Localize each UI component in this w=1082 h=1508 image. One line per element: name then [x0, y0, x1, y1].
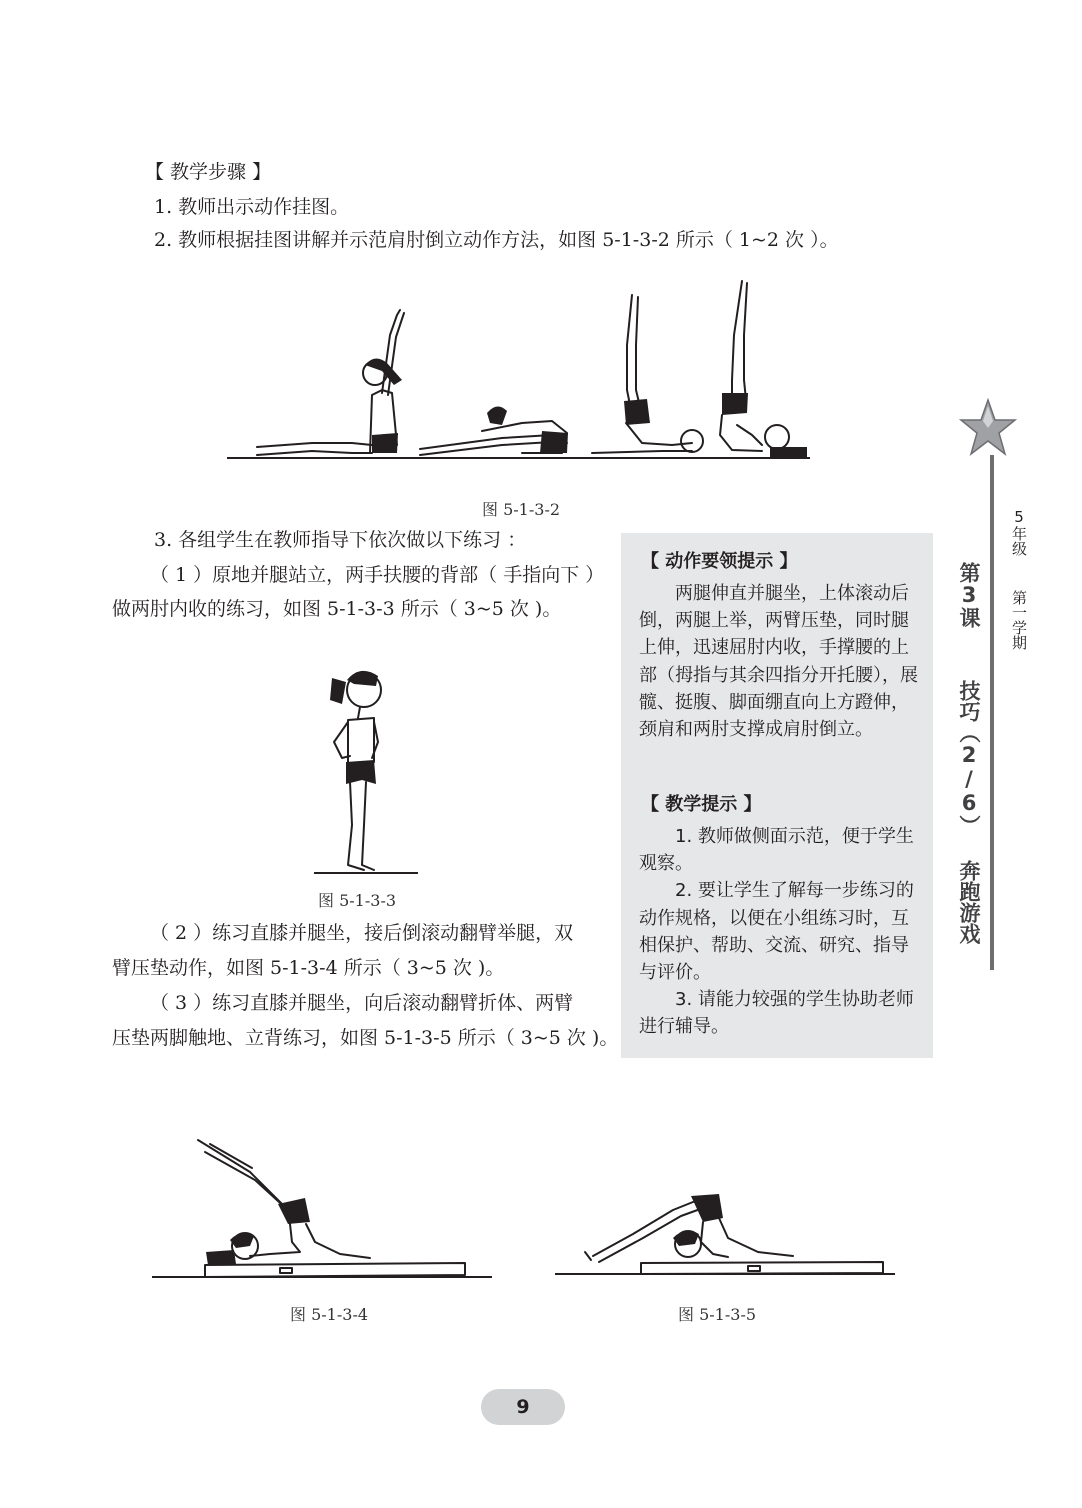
figure-d-shoulder-stand	[720, 281, 807, 458]
figure-5-1-3-5-caption: 图 5-1-3-5	[678, 1305, 757, 1324]
sidebar-lesson: 第3课	[957, 562, 981, 628]
sidebar-game: 奔跑游戏	[957, 860, 981, 944]
sidebar-grade: 5年级	[1010, 508, 1028, 556]
page-number: 9	[481, 1389, 565, 1425]
key-points-text: 两腿伸直并腿坐，上体滚动后倒，两腿上举，两臂压垫，同时腿上伸，迅速屈肘内收，手撑腰的上部（拇指与其余四指分开托腰），展髋、挺腹、脚面绷直向上方蹬伸，颈肩和两肘支撑成肩肘倒立。	[639, 583, 918, 741]
sidebar-term: 第一学期	[1010, 590, 1028, 650]
key-points-title: 【 动作要领提示 】	[641, 551, 798, 572]
teaching-tip-item: 3. 请能力较强的学生协助老师进行辅导。	[639, 989, 914, 1038]
sidebar-topic: 技巧（2/6）	[957, 680, 981, 836]
star-icon	[955, 398, 1017, 456]
exercise-1-line-2: 做两肘内收的练习，如图 5-1-3-3 所示（ 3~5 次 )。	[112, 598, 562, 620]
figure-c-legs-up	[592, 295, 703, 453]
exercise-3-line-2: 压垫两脚触地、立背练习，如图 5-1-3-5 所示（ 3~5 次 )。	[112, 1027, 619, 1049]
teaching-tip-item: 1. 教师做侧面示范，便于学生观察。	[639, 826, 914, 875]
teaching-tip-item: 2. 要让学生了解每一步练习的动作规格，以便在小组练习时，互相保护、帮助、交流、研究、指导与评价。	[639, 880, 914, 984]
sidebar-rule	[990, 455, 994, 970]
teaching-tips-list	[639, 823, 921, 1041]
exercise-3-line-1: （ 3 ）练习直膝并腿坐，向后滚动翻臂折体、两臂	[150, 992, 574, 1014]
figure-b-rolling	[420, 406, 568, 455]
figure-5-1-3-2-illustration	[222, 275, 814, 465]
step-1: 1. 教师出示动作挂图。	[154, 196, 350, 218]
section-heading: 【 教学步骤 】	[145, 161, 272, 183]
figure-5-1-3-3-caption: 图 5-1-3-3	[318, 891, 397, 910]
figure-5-1-3-2-caption: 图 5-1-3-2	[482, 500, 561, 519]
figure-5-1-3-3-illustration	[312, 660, 422, 882]
figure-5-1-3-4-illustration	[150, 1132, 495, 1282]
step-3: 3. 各组学生在教师指导下依次做以下练习 ：	[154, 529, 527, 551]
tip-box	[621, 533, 933, 1058]
step-2: 2. 教师根据挂图讲解并示范肩肘倒立动作方法，如图 5-1-3-2 所示（ 1~2 次 ）。	[154, 229, 839, 251]
exercise-2-line-2: 臂压垫动作，如图 5-1-3-4 所示（ 3~5 次 )。	[112, 957, 505, 979]
exercise-2-line-1: （ 2 ）练习直膝并腿坐，接后倒滚动翻臂举腿，双	[150, 922, 574, 944]
exercise-1-line-1: （ 1 ）原地并腿站立，两手扶腰的背部（ 手指向下 ）	[150, 564, 605, 586]
figure-a-sitting	[257, 310, 404, 455]
teaching-tips-title: 【 教学提示 】	[641, 794, 762, 815]
figure-5-1-3-5-illustration	[553, 1182, 898, 1282]
figure-5-1-3-4-caption: 图 5-1-3-4	[290, 1305, 369, 1324]
